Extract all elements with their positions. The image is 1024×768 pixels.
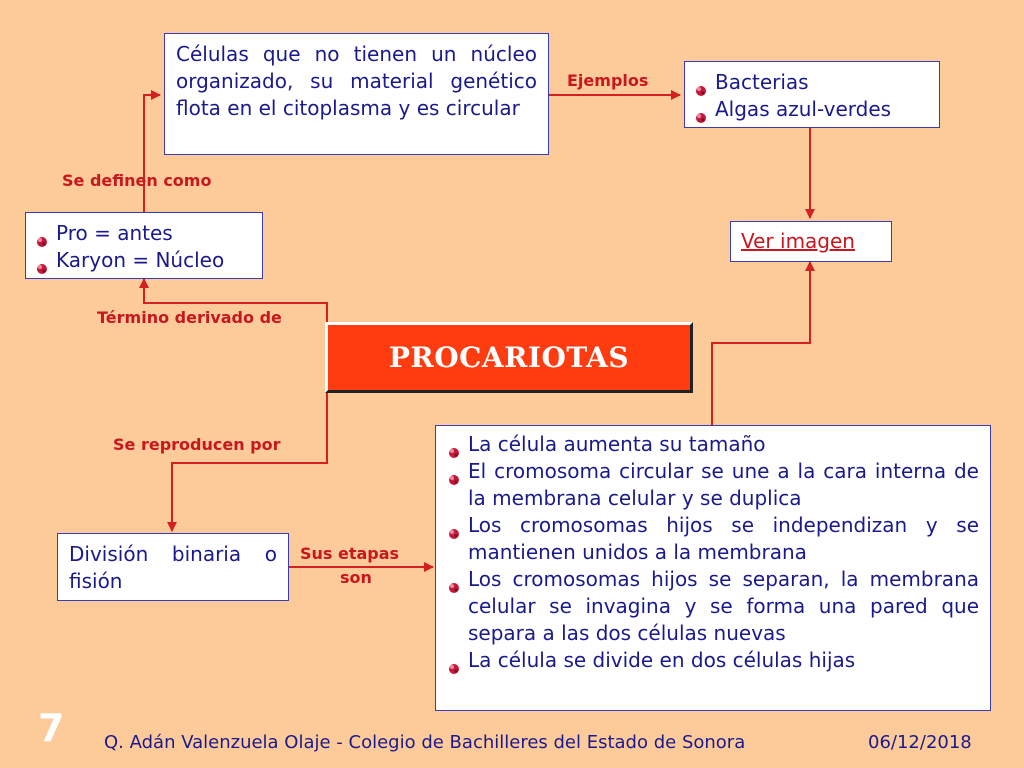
stage-5: La célula se divide en dos células hijas	[468, 648, 856, 672]
page-number: 7	[38, 706, 65, 750]
flower-bullet-icon	[448, 520, 460, 532]
image-link-box	[730, 221, 892, 262]
label-sus-etapas: Sus etapas	[300, 544, 400, 563]
main-concept-title: PROCARIOTAS	[388, 341, 630, 374]
stage-2: El cromosoma circular se une a la cara interna de la membrana celular y se duplica	[468, 459, 979, 510]
stages-box	[435, 425, 991, 711]
etymology-pro: Pro = antes	[56, 221, 173, 245]
connector-se-definen	[144, 95, 160, 212]
example-bacterias: Bacterias	[715, 70, 809, 94]
connector-se-reproducen	[172, 392, 327, 531]
flower-bullet-icon	[448, 574, 460, 586]
footer-author: Q. Adán Valenzuela Olaje - Colegio de Bachilleres del Estado de Sonora	[104, 732, 746, 753]
etymology-box	[25, 212, 263, 279]
flower-bullet-icon	[448, 655, 460, 667]
main-concept-box	[325, 322, 693, 393]
definition-box	[164, 33, 549, 155]
etymology-karyon: Karyon = Núcleo	[56, 248, 225, 272]
stage-3: Los cromosomas hijos se independizan y se mantienen unidos a la membrana	[468, 513, 979, 564]
list-item	[442, 566, 979, 647]
example-algas: Algas azul-verdes	[715, 97, 892, 121]
list-item	[442, 431, 979, 458]
list-item	[442, 647, 979, 674]
flower-bullet-icon	[36, 255, 48, 267]
flower-bullet-icon	[695, 104, 707, 116]
ver-imagen-link[interactable]: Ver imagen	[741, 229, 855, 253]
flower-bullet-icon	[448, 439, 460, 451]
flower-bullet-icon	[36, 228, 48, 240]
flower-bullet-icon	[695, 77, 707, 89]
label-se-definen: Se definen como	[62, 171, 212, 190]
label-termino-derivado: Término derivado de	[97, 308, 282, 327]
label-son: son	[340, 568, 372, 587]
footer-date: 06/12/2018	[868, 732, 972, 753]
list-item	[442, 458, 979, 512]
label-ejemplos: Ejemplos	[567, 71, 649, 90]
flower-bullet-icon	[448, 466, 460, 478]
list-item	[30, 220, 254, 247]
reproduction-text: División binaria o fisión	[69, 542, 277, 593]
list-item	[30, 247, 254, 274]
list-item	[689, 96, 931, 123]
reproduction-box	[57, 533, 289, 601]
list-item	[689, 69, 931, 96]
list-item	[442, 512, 979, 566]
connector-stages-to-image	[712, 262, 810, 425]
stage-1: La célula aumenta su tamaño	[468, 432, 766, 456]
examples-box	[684, 61, 940, 128]
label-se-reproducen: Se reproducen por	[113, 435, 281, 454]
definition-text: Células que no tienen un núcleo organizado, su material genético flota en el citoplasma y es circular	[176, 42, 537, 120]
stage-4: Los cromosomas hijos se separan, la membrana celular se invagina y se forma una pared que separa a las dos células nuevas	[468, 567, 979, 645]
